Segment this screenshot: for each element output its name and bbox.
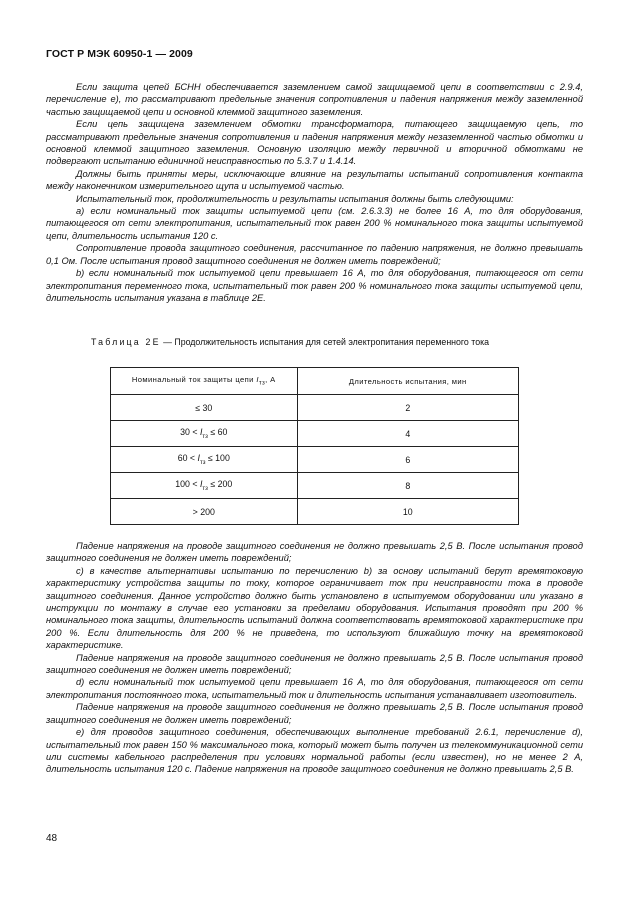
current-symbol: I — [256, 375, 259, 385]
current-range-cell — [111, 473, 298, 499]
standard-header: ГОСТ Р МЭК 60950-1 — 2009 — [46, 48, 193, 60]
header-rated-current — [111, 368, 298, 395]
duration-table — [110, 367, 519, 525]
paragraph: Должны быть приняты меры, исключающие влияние на результаты испытаний сопротивления контакта между наконечником измерительного щупа и испытуемой частью. — [46, 168, 583, 192]
table-row — [111, 499, 519, 525]
paragraph: d) если номинальный ток испытуемой цепи превышает 16 А, то для оборудования, питающегося от сети электропитания постоянного тока, испытательный ток и длительность испытания устанавливает изготовитель. — [46, 677, 583, 700]
header-unit: , А — [265, 375, 276, 385]
range-text: ≤ 200 — [207, 479, 233, 490]
current-range-cell — [111, 499, 298, 525]
duration-cell: 10 — [297, 499, 518, 525]
range-text: ≤ 30 — [195, 402, 213, 413]
paragraph: с) в качестве альтернативы испытанию по перечислению b) за основу испытаний берут времятоковую характеристику устройства защиты по току, которое ограничивает ток при неисправности тока в проводе защитного соединения. Данное устройство должно быть установлено в испытуемом оборудовании или указано в инструкции по монтажу в случае его установки за пределами оборудования. Испытания проводят при 200 % номинального тока защиты, длительность испытаний должна соответствовать времятоковой характеристике при 200 %. Если длительность для 200 % не приведена, то используют ближайшую точку на времятоковой характеристике. — [46, 565, 583, 651]
paragraph: Падение напряжения на проводе защитного соединения не должно превышать 2,5 В. После испытания провод защитного соединения не должен иметь повреждений; — [46, 652, 583, 676]
table-caption-text: — Продолжительность испытания для сетей электропитания переменного тока — [160, 337, 490, 347]
header-rated-current-text: Номинальный ток защиты цепи — [131, 375, 257, 385]
text-block-top — [46, 81, 583, 304]
table-row — [111, 395, 519, 421]
range-text: ≤ 100 — [205, 453, 230, 464]
duration-cell: 6 — [297, 447, 518, 473]
table-caption — [91, 337, 531, 349]
current-subscript: тз — [258, 380, 266, 387]
current-subscript: тз — [202, 485, 208, 492]
duration-cell: 4 — [297, 421, 518, 447]
table-caption-label: Таблица 2Е — [91, 337, 161, 347]
text-block-bottom — [46, 540, 583, 776]
paragraph: е) для проводов защитного соединения, обеспечивающих выполнение требований 2.6.1, перечисление d), испытательный ток равен 150 % максимального тока, который может быть получен из телекоммуникационной сети или системы кабельного распределения при условиях нормальной работы (если известен), но не менее 2 А, длительность испытания 120 с. Падение напряжения на проводе защитного соединения не должно превышать 2,5 В. — [46, 727, 583, 775]
paragraph: Если цепь защищена заземлением обмотки трансформатора, питающего защищаемую цепь, то рассматривают предельные значения сопротивления и падения напряжения между незаземленной частью обмотки и основной клеммой защитного заземления. Основную изоляцию между первичной и вторичной обмотками не подвергают испытанию единичной неисправностью по 5.3.7 и 1.4.14. — [46, 119, 583, 167]
paragraph: Если защита цепей БСНН обеспечивается заземлением самой защищаемой цепи в соответствии с 2.9.4, перечисление е), то рассматривают предельные значения сопротивления и падения напряжения между заземленной частью защищаемой цепи и основной клеммой защитного заземления. — [46, 82, 583, 117]
paragraph: Падение напряжения на проводе защитного соединения не должно превышать 2,5 В. После испытания провод защитного соединения не должен иметь повреждений; — [46, 702, 583, 725]
current-range-cell — [111, 395, 298, 421]
range-text: > 200 — [192, 506, 215, 517]
current-subscript: тз — [202, 433, 208, 440]
range-text: 100 < — [175, 479, 200, 490]
paragraph: b) если номинальный ток испытуемой цепи превышает 16 А, то для оборудования, питающегося от сети электропитания переменного тока, испытательный ток равен 200 % номинального тока защиты испытуемой цепи, длительность испытания указана в таблице 2Е. — [46, 268, 583, 303]
table-header-row — [111, 368, 519, 395]
paragraph: Сопротивление провода защитного соединения, рассчитанное по падению напряжения, не должно превышать 0,1 Ом. После испытания провод защитного соединения не должен иметь повреждений; — [46, 243, 583, 266]
current-range-cell — [111, 447, 298, 473]
paragraph: Испытательный ток, продолжительность и результаты испытания должны быть следующими: — [76, 193, 514, 204]
current-symbol: I — [197, 453, 200, 464]
table-row — [111, 421, 519, 447]
current-symbol: I — [199, 479, 203, 490]
table-row — [111, 447, 519, 473]
range-text: 60 < — [177, 453, 198, 464]
current-subscript: тз — [199, 459, 206, 466]
duration-cell: 2 — [297, 395, 518, 421]
range-text: ≤ 60 — [207, 427, 228, 438]
paragraph: Падение напряжения на проводе защитного соединения не должно превышать 2,5 В. После испытания провод защитного соединения не должен иметь повреждений; — [46, 541, 583, 564]
duration-cell: 8 — [297, 473, 518, 499]
paragraph: а) если номинальный ток защиты испытуемой цепи (см. 2.6.3.3) не более 16 А, то для оборудования, питающегося от сети электропитания, испытательный ток равен 200 % номинального тока защиты испытуемой цепи, длительность испытания 120 с. — [46, 206, 583, 241]
current-symbol: I — [199, 427, 203, 438]
range-text: 30 < — [180, 427, 200, 438]
table-row — [111, 473, 519, 499]
header-duration: Длительность испытания, мин — [297, 368, 518, 395]
current-range-cell — [111, 421, 298, 447]
page-number: 48 — [46, 833, 58, 844]
